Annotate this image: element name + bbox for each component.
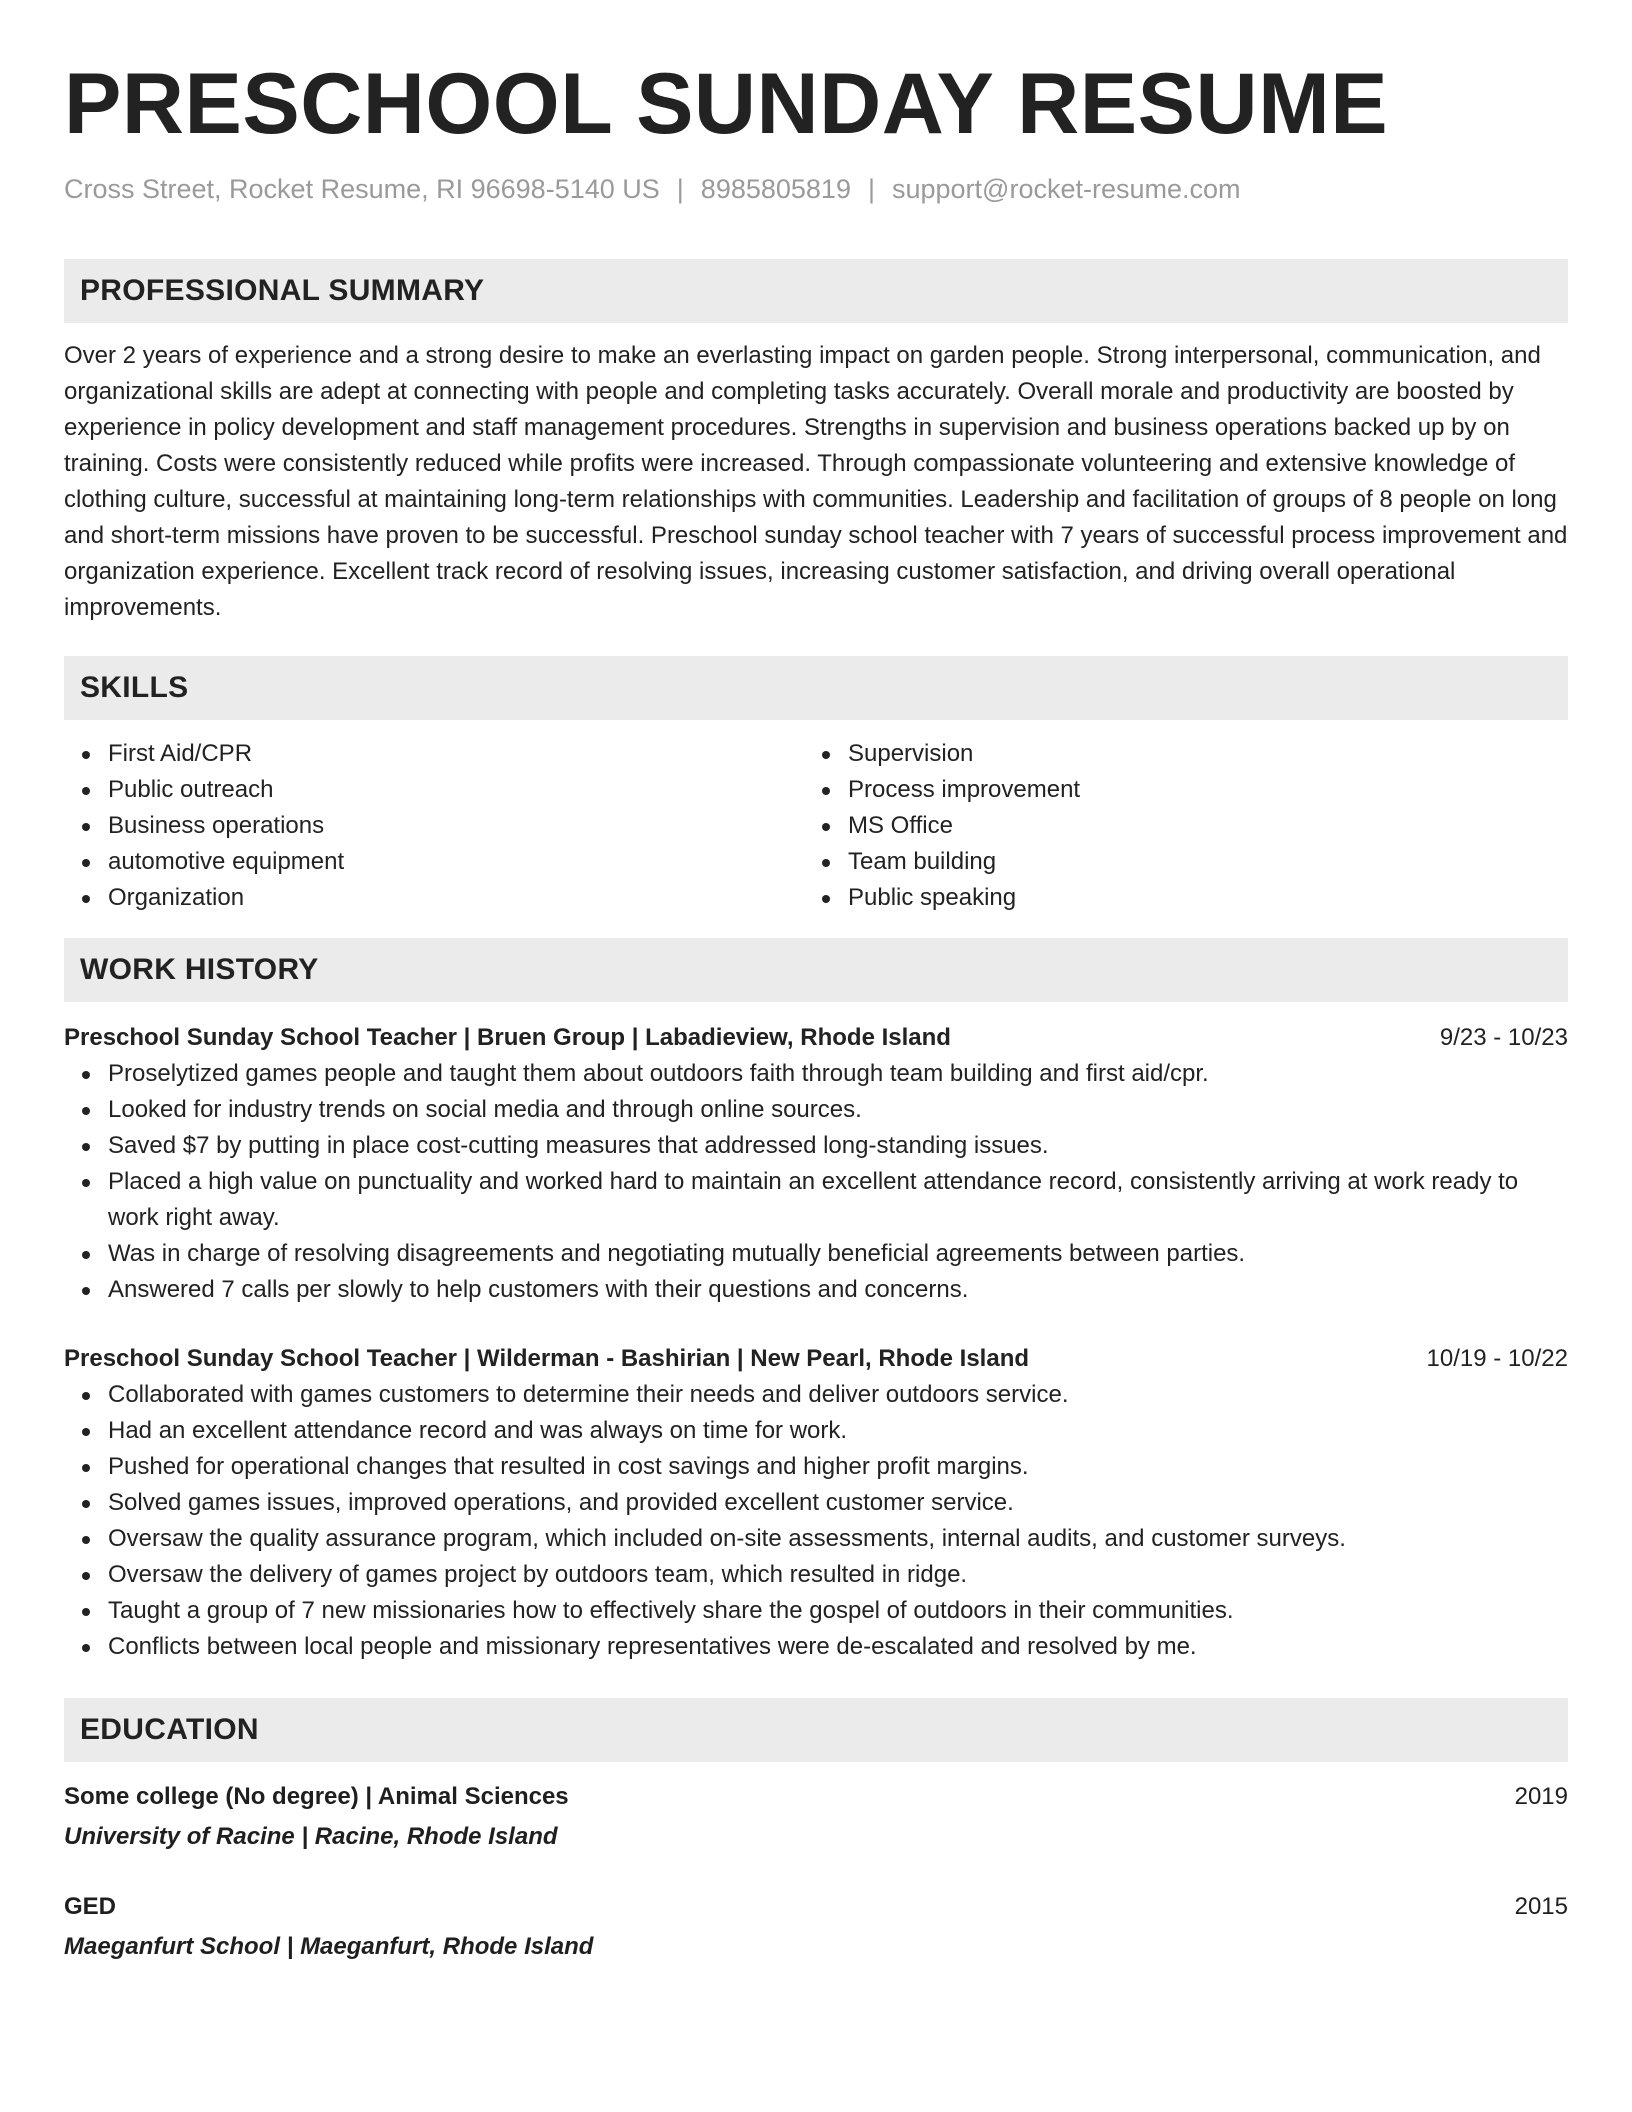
skill-item: MS Office — [804, 808, 1544, 844]
section-header-summary: PROFESSIONAL SUMMARY — [64, 259, 1568, 323]
education-heading — [64, 1889, 1568, 1925]
job-dates: 9/23 - 10/23 — [1439, 1024, 1568, 1051]
skill-item: automotive equipment — [64, 844, 804, 880]
skill-item: Public outreach — [64, 772, 804, 808]
education-year: 2015 — [1514, 1893, 1568, 1920]
education-heading — [64, 1779, 1568, 1815]
section-header-work-history: WORK HISTORY — [64, 938, 1568, 1002]
job-heading — [64, 1020, 1568, 1056]
job-dates: 10/19 - 10/22 — [1426, 1345, 1568, 1372]
education-degree: Some college (No degree) | Animal Sciences — [64, 1783, 569, 1810]
job-bullets — [64, 1377, 1568, 1665]
job-bullet: Was in charge of resolving disagreements and negotiating mutually beneficial agreements between parties. — [64, 1236, 1568, 1272]
job-bullet: Looked for industry trends on social media and through online sources. — [64, 1092, 1568, 1128]
summary-text: Over 2 years of experience and a strong desire to make an everlasting impact on garden people. Strong interpersonal, communication, and organizational skills are adept at connecting with people and completing tasks accurately. Overall morale and productivity are boosted by experience in policy development and staff management procedures. Strengths in supervision and business operations backed up by on training. Costs were consistently reduced while profits were increased. Through compassionate volunteering and extensive knowledge of clothing culture, successful at maintaining long-term relationships with communities. Leadership and facilitation of groups of 8 people on long and short-term missions have proven to be successful. Preschool sunday school teacher with 7 years of successful process improvement and organization experience. Excellent track record of resolving issues, increasing customer satisfaction, and driving overall operational improvements. — [64, 342, 1568, 621]
job-bullet: Solved games issues, improved operations, and provided excellent customer service. — [64, 1485, 1568, 1521]
skill-item: Supervision — [804, 736, 1544, 772]
job-bullet: Placed a high value on punctuality and worked hard to maintain an excellent attendance record, consistently arriving at work ready to work right away. — [64, 1164, 1568, 1236]
contact-separator: | — [867, 174, 875, 204]
job-heading — [64, 1341, 1568, 1377]
job-bullet: Taught a group of 7 new missionaries how to effectively share the gospel of outdoors in their communities. — [64, 1593, 1568, 1629]
skill-item: Process improvement — [804, 772, 1544, 808]
job-bullet: Conflicts between local people and missionary representatives were de-escalated and resolved by me. — [64, 1629, 1568, 1665]
skill-item: First Aid/CPR — [64, 736, 804, 772]
education-entry — [64, 1779, 1568, 1855]
job-bullet: Answered 7 calls per slowly to help customers with their questions and concerns. — [64, 1272, 1568, 1308]
contact-line — [64, 172, 1568, 206]
job-bullet: Proselytized games people and taught them about outdoors faith through team building and first aid/cpr. — [64, 1056, 1568, 1092]
job-entry — [64, 1341, 1568, 1665]
job-bullets — [64, 1056, 1568, 1308]
job-title: Preschool Sunday School Teacher | Bruen Group | Labadieview, Rhode Island — [64, 1024, 951, 1051]
skills-column-left — [64, 736, 804, 916]
skill-item: Public speaking — [804, 880, 1544, 916]
section-header-skills: SKILLS — [64, 656, 1568, 720]
resume-name: PRESCHOOL SUNDAY RESUME — [64, 56, 1389, 152]
job-bullet: Oversaw the delivery of games project by outdoors team, which resulted in ridge. — [64, 1557, 1568, 1593]
skill-item: Business operations — [64, 808, 804, 844]
skill-item: Organization — [64, 880, 804, 916]
skill-item: Team building — [804, 844, 1544, 880]
education-school: University of Racine | Racine, Rhode Island — [64, 1823, 558, 1850]
education-year: 2019 — [1514, 1783, 1568, 1810]
contact-separator: | — [676, 174, 684, 204]
section-header-education: EDUCATION — [64, 1698, 1568, 1762]
contact-address: Cross Street, Rocket Resume, RI 96698-5140 US — [64, 174, 660, 204]
job-title: Preschool Sunday School Teacher | Wilderman - Bashirian | New Pearl, Rhode Island — [64, 1345, 1030, 1372]
job-bullet: Had an excellent attendance record and was always on time for work. — [64, 1413, 1568, 1449]
skills-list — [64, 736, 1568, 916]
education-degree: GED — [64, 1893, 117, 1920]
job-bullet: Saved $7 by putting in place cost-cutting measures that addressed long-standing issues. — [64, 1128, 1568, 1164]
education-entry — [64, 1889, 1568, 1965]
contact-phone: 8985805819 — [700, 174, 851, 204]
skills-column-right — [804, 736, 1544, 916]
job-bullet: Collaborated with games customers to determine their needs and deliver outdoors service. — [64, 1377, 1568, 1413]
education-school: Maeganfurt School | Maeganfurt, Rhode Island — [64, 1933, 594, 1960]
job-bullet: Oversaw the quality assurance program, which included on-site assessments, internal audits, and customer surveys. — [64, 1521, 1568, 1557]
contact-email: support@rocket-resume.com — [891, 174, 1241, 204]
job-bullet: Pushed for operational changes that resulted in cost savings and higher profit margins. — [64, 1449, 1568, 1485]
job-entry — [64, 1020, 1568, 1308]
